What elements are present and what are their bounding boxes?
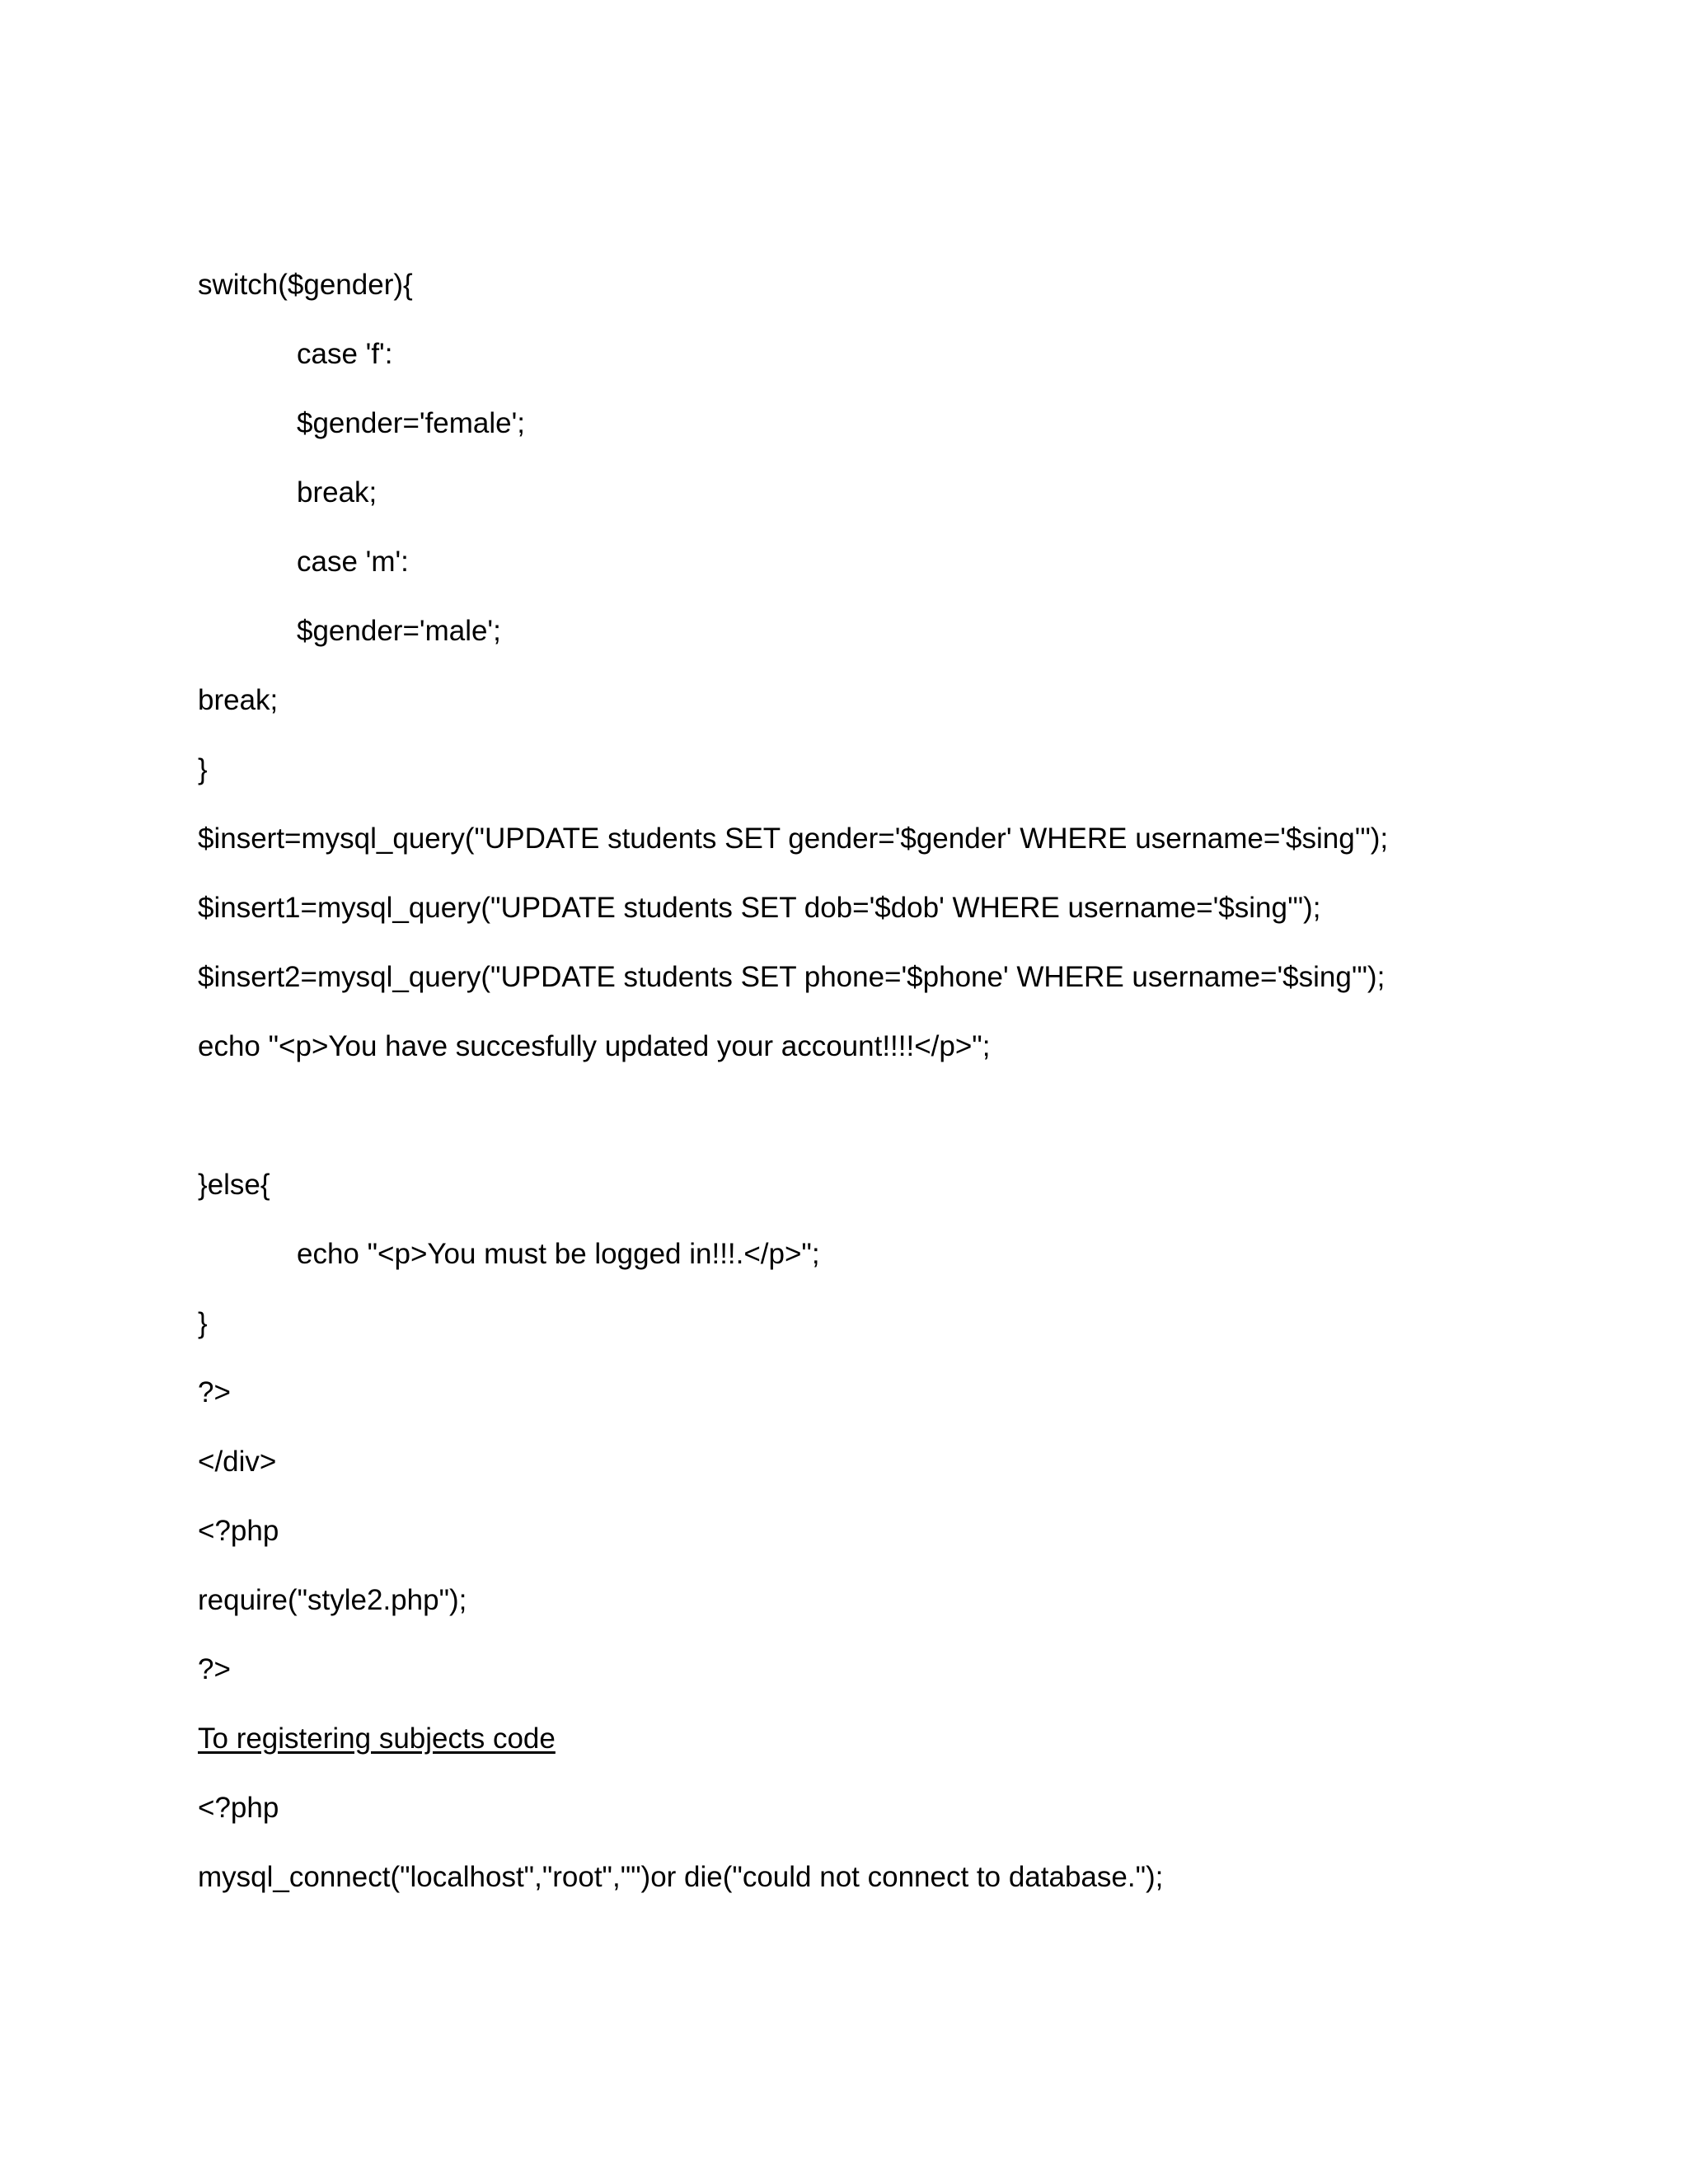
code-line-gender-male: $gender='male'; (297, 615, 501, 647)
code-line-mysql-connect: mysql_connect("localhost","root","")or die("could not connect to database."); (198, 1861, 1164, 1893)
code-line-php-open-1: <?php (198, 1515, 279, 1547)
code-line-close-brace-2: } (198, 1307, 208, 1339)
code-line-case-m: case 'm': (297, 546, 409, 578)
code-line-else: }else{ (198, 1169, 270, 1201)
code-line-echo-success: echo "<p>You have succesfully updated your account!!!!</p>"; (198, 1030, 991, 1062)
code-line-echo-login: echo "<p>You must be logged in!!!.</p>"; (297, 1238, 820, 1270)
code-line-php-close-1: ?> (198, 1376, 231, 1408)
code-line-switch: switch($gender){ (198, 269, 413, 301)
code-line-php-open-2: <?php (198, 1792, 279, 1824)
code-line-break-2: break; (198, 684, 279, 716)
code-line-require: require("style2.php"); (198, 1584, 467, 1616)
code-line-gender-female: $gender='female'; (297, 407, 526, 439)
code-line-insert2: $insert2=mysql_query("UPDATE students SET phone='$phone' WHERE username='$sing'"); (198, 961, 1386, 993)
code-line-close-brace-1: } (198, 753, 208, 785)
section-heading-registering-subjects: To registering subjects code (198, 1722, 556, 1755)
code-line-break-1: break; (297, 476, 377, 509)
code-line-php-close-2: ?> (198, 1653, 231, 1685)
code-line-insert: $insert=mysql_query("UPDATE students SET gender='$gender' WHERE username='$sing'"); (198, 823, 1389, 855)
code-line-case-f: case 'f': (297, 338, 393, 370)
code-line-div-close: </div> (198, 1446, 277, 1478)
code-line-insert1: $insert1=mysql_query("UPDATE students SET dob='$dob' WHERE username='$sing'"); (198, 892, 1321, 924)
